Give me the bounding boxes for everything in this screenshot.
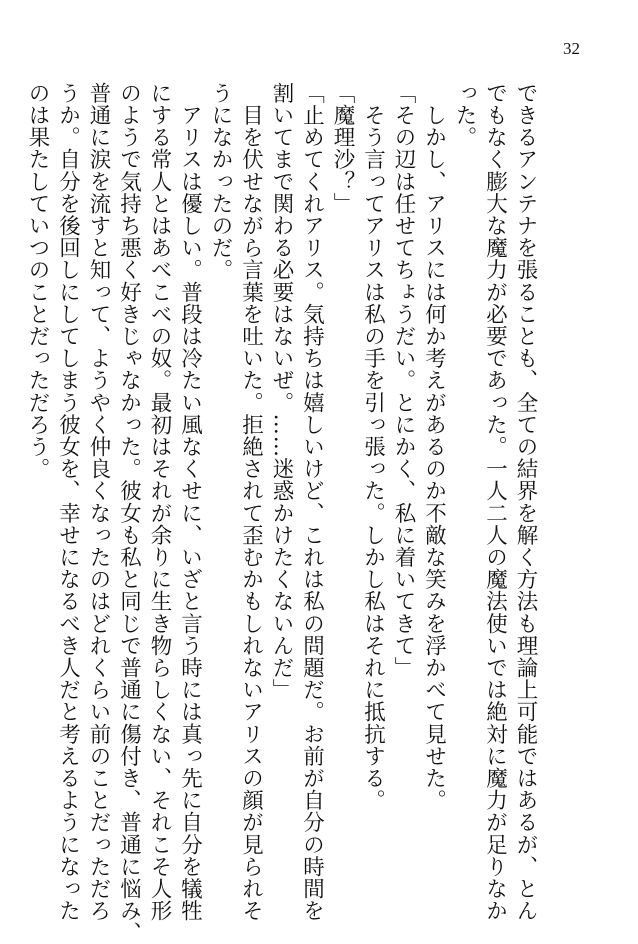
- text-line: 普通に涙を流すと知って、ようやく仲良くなったのはどれくらい前のことだっただろ: [86, 82, 111, 922]
- text-line: 割いてまで関わる必要はないぜ。……迷惑かけたくないんだ」: [269, 82, 294, 701]
- text-line: うか。自分を後回しにしてしまう彼女を、幸せになるべき人だと考えるようになった: [55, 82, 81, 922]
- text-line: 目を伏せながら言葉を吐いた。拒絶されて歪むかもしれないアリスの顔が見られそ: [238, 82, 264, 922]
- text-line: しかし、アリスには何か考えがあるのか不敵な笑みを浮かべて見せた。: [421, 82, 447, 812]
- text-line: 「その辺は任せてちょうだい。とにかく、私に着いてきて」: [391, 82, 416, 679]
- text-line: でもなく膨大な魔力が必要であった。一人二人の魔法使いでは絶対に魔力が足りなか: [482, 82, 508, 922]
- page-number: 32: [563, 39, 580, 58]
- text-line: そう言ってアリスは私の手を引っ張った。しかし私はそれに抵抗する。: [360, 82, 386, 812]
- text-line: のは果たしていつのことだっただろう。: [25, 82, 50, 480]
- text-line: 「止めてくれアリス。気持ちは嬉しいけど、これは私の問題だ。お前が自分の時間を: [299, 82, 325, 922]
- text-line: のようで気持ち悪く好きじゃなかった。彼女も私と同じで普通に傷付き、普通に悩み、: [116, 82, 142, 944]
- text-line: った。: [452, 82, 477, 149]
- vertical-text-body: [22, 82, 541, 944]
- text-line: 「魔理沙？」: [330, 82, 355, 215]
- text-line: アリスは優しい。普段は冷たい風なくせに、いざと言う時には真っ先に自分を犠牲: [177, 82, 203, 922]
- text-line: にする常人とはあべこべの奴。最初はそれが余りに生き物らしくない、それこそ人形: [147, 82, 172, 922]
- text-line: できるアンテナを張ることも、全ての結界を解く方法も理論上可能ではあるが、とん: [513, 82, 538, 922]
- text-line: うになかったのだ。: [208, 82, 233, 281]
